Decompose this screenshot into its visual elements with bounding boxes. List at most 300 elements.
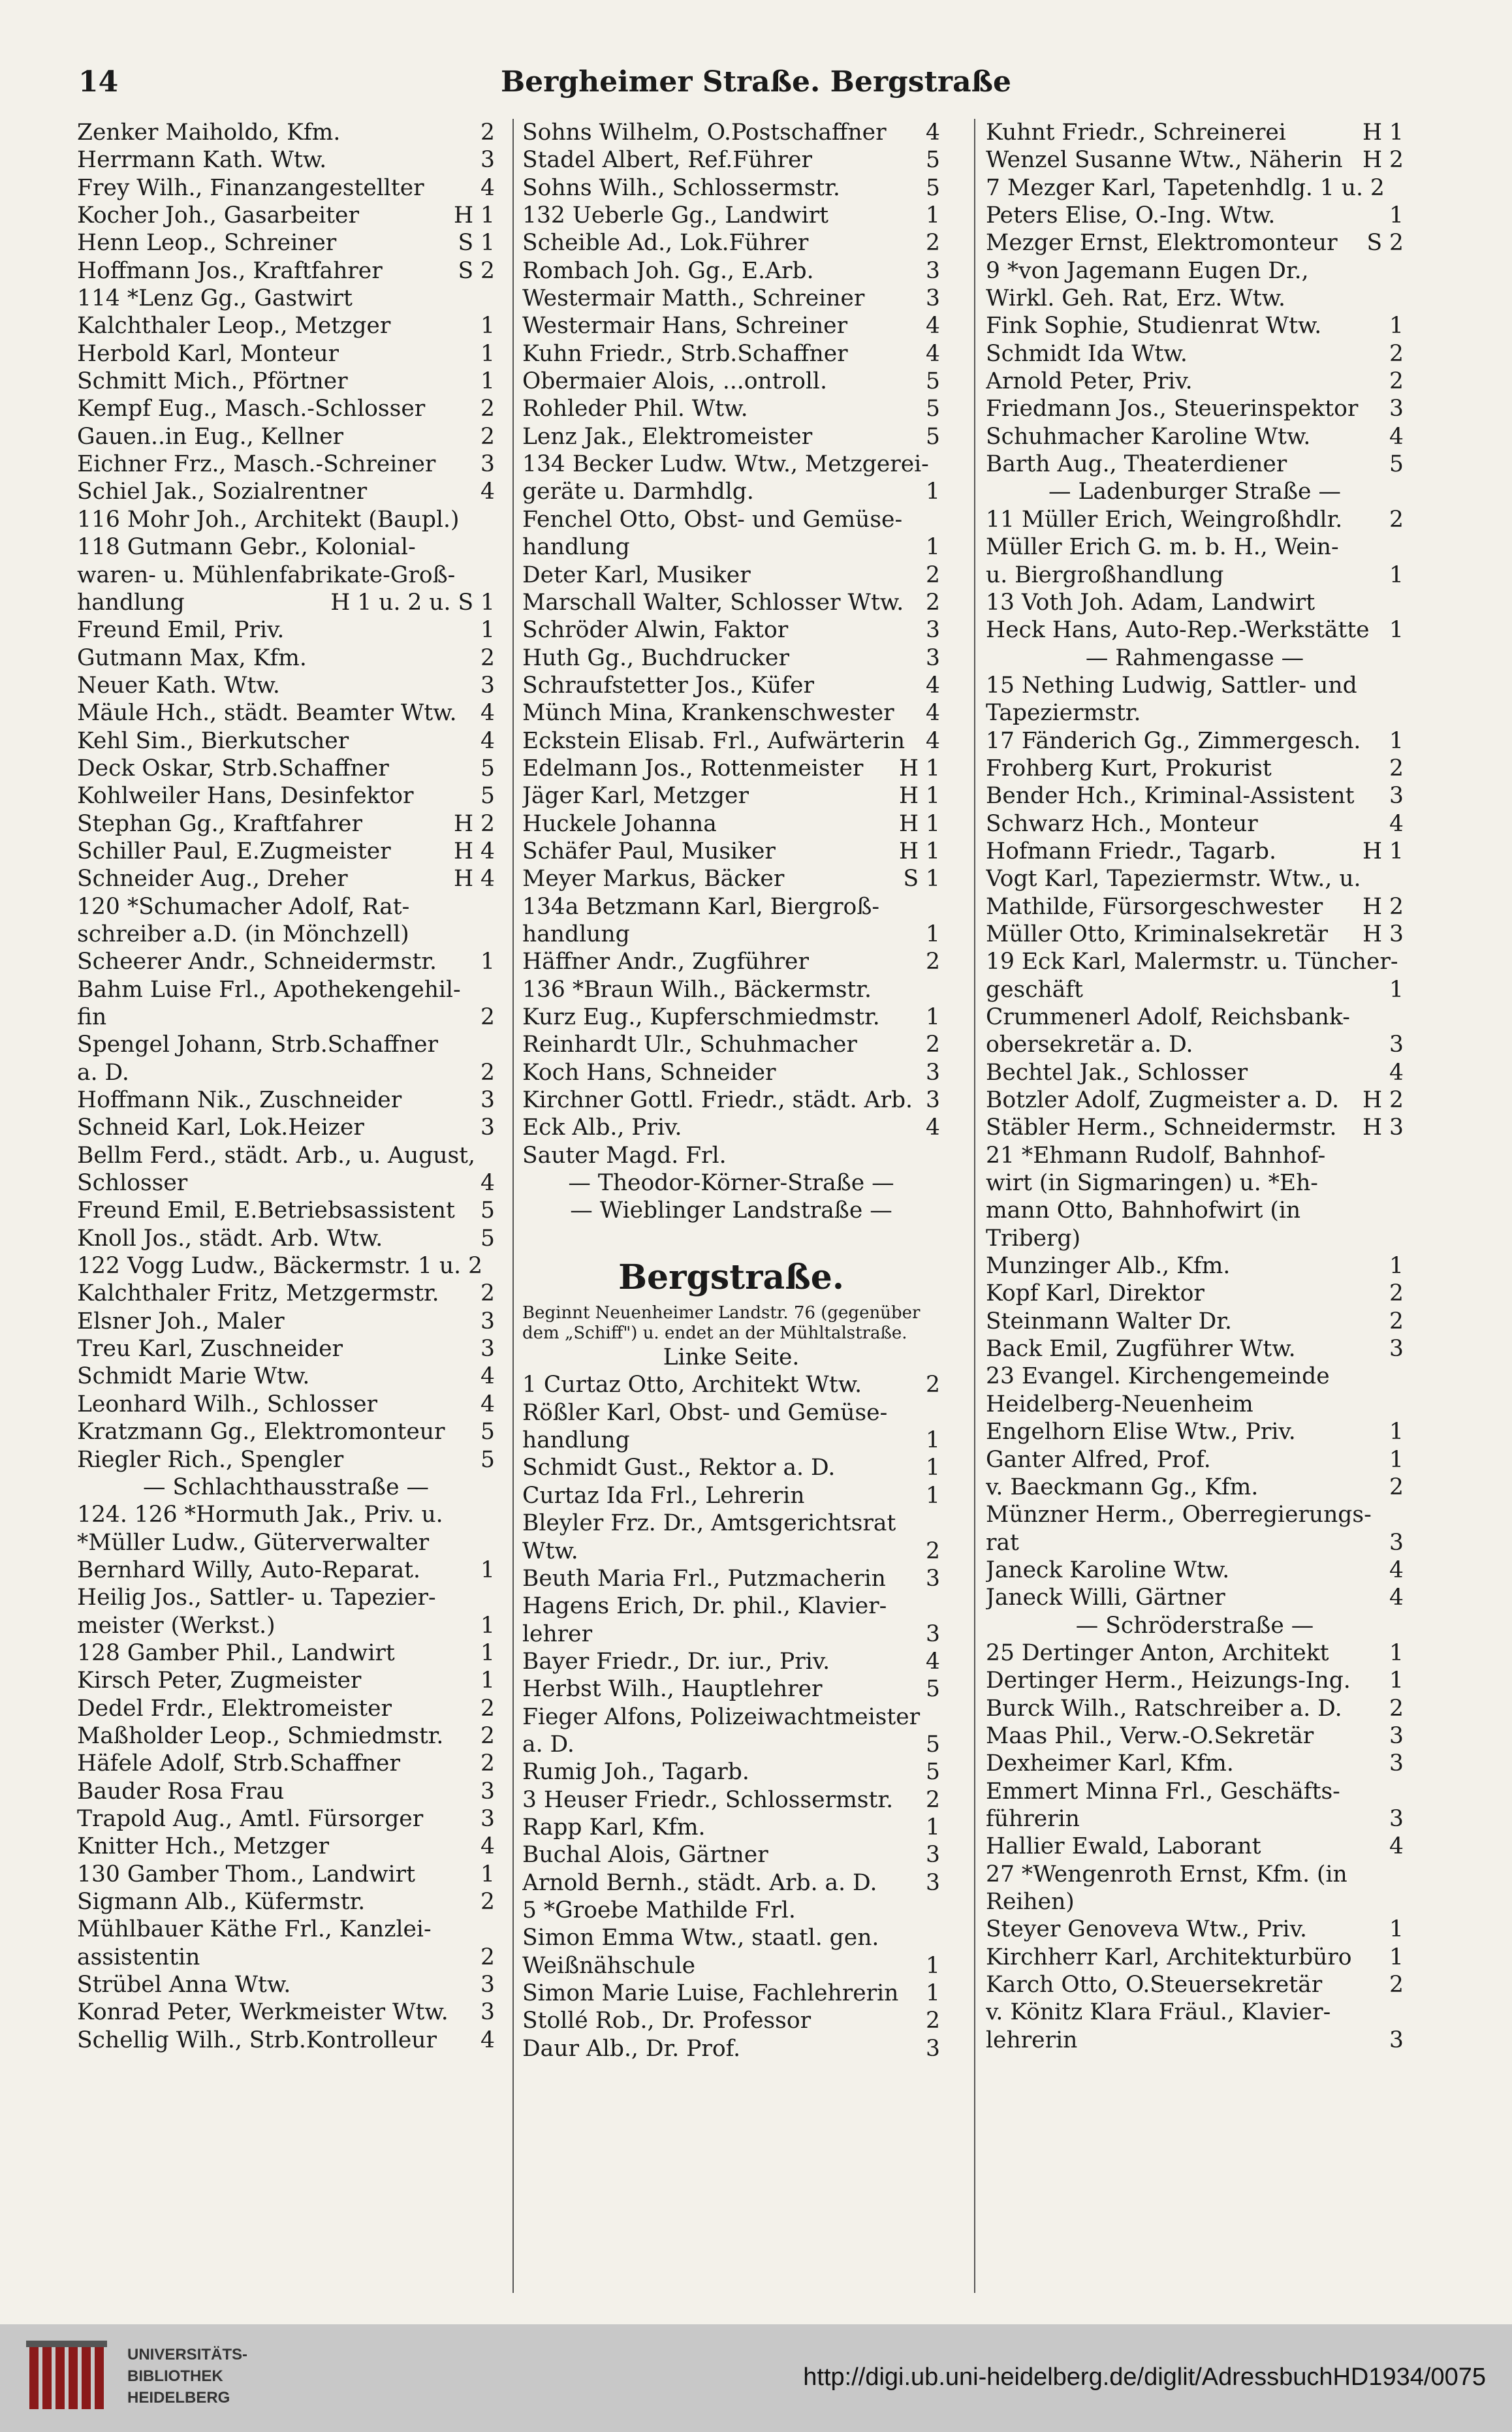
entry-text: Hallier Ewald, Laborant [986,1833,1261,1860]
directory-entry [986,450,1404,478]
entry-text: Simon Marie Luise, Fachlehrerin [522,1980,899,2006]
entry-text: 132 Ueberle Gg., Landwirt [522,202,828,229]
entry-text: Trapold Aug., Amtl. Fürsorger [77,1805,424,1832]
directory-entry [522,865,940,892]
entry-floor: 1 [480,1639,495,1666]
directory-entry [77,1197,495,1224]
entry-text: 124. 126 *Hormuth Jak., Priv. u. [77,1502,443,1528]
entry-text: Wenzel Susanne Wtw., Näherin [986,147,1343,174]
directory-entry [77,1722,495,1750]
entry-text: Bayer Friedr., Dr. iur., Priv. [522,1648,830,1675]
directory-entry [77,672,495,699]
entry-text: Schiel Jak., Sozialrentner [77,479,368,505]
entry-text: Riegler Rich., Spengler [77,1446,344,1473]
entry-floor: 3 [926,1087,940,1114]
entry-text: Müller Erich G. m. b. H., Wein- [986,534,1339,561]
entry-text: handlung [77,589,185,616]
directory-entry [77,1778,495,1805]
entry-text: Maßholder Leop., Schmiedmstr. [77,1722,444,1749]
directory-entry [986,1971,1404,1998]
entry-text: führerin [986,1805,1080,1832]
directory-entry [77,616,495,644]
directory-entry [77,423,495,450]
entry-text: 9 *von Jagemann Eugen Dr., [986,257,1309,284]
directory-entry [522,1648,940,1675]
directory-entry [522,1427,940,1454]
directory-entry [77,1861,495,1888]
footer-bar [0,2324,1512,2432]
entry-floor: 1 [926,534,940,561]
directory-entry [77,174,495,202]
entry-floor: 4 [1389,423,1404,450]
entry-text: 17 Fänderich Gg., Zimmergesch. [986,727,1361,754]
entry-text: Frey Wilh., Finanzangestellter [77,174,424,201]
directory-entry [522,257,940,285]
entry-text: Huckele Johanna [522,810,717,837]
entry-floor: 2 [1389,1972,1404,1998]
library-logo-icon [26,2341,118,2416]
directory-entry [77,561,495,589]
entry-floor: H 2 [1362,1087,1404,1114]
entry-floor: 1 [480,1612,495,1639]
entry-text: Frohberg Kurt, Prokurist [986,755,1272,782]
entry-text: Leonhard Wilh., Schlosser [77,1391,377,1417]
directory-entry [986,948,1404,975]
entry-text: Arnold Peter, Priv. [986,368,1193,395]
entry-text: Herbst Wilh., Hauptlehrer [522,1676,823,1703]
entry-floor: 4 [926,1114,940,1141]
directory-entry [986,1722,1404,1750]
entry-floor: 1 [926,1980,940,2006]
directory-entry [77,1888,495,1916]
directory-entry [986,810,1404,838]
directory-entry [522,395,940,422]
entry-floor: H 3 [1362,921,1404,947]
directory-entry [522,1814,940,1841]
entry-floor: 1 [926,1952,940,1979]
entry-text: Crummenerl Adolf, Reichsbank- [986,1004,1350,1030]
directory-entry [77,1335,495,1363]
entry-text: Westermair Matth., Schreiner [522,285,865,312]
directory-entry [77,893,495,921]
entry-text: Heidelberg-Neuenheim [986,1391,1253,1417]
entry-text: Barth Aug., Theaterdiener [986,451,1287,478]
entry-text: Schmidt Ida Wtw. [986,340,1188,367]
entry-text: Lenz Jak., Elektromeister [522,423,813,450]
entry-floor: 5 [926,1731,940,1758]
street-divider: — Ladenburger Straße — [1048,479,1341,505]
entry-text: Munzinger Alb., Kfm. [986,1253,1231,1280]
entry-floor: 1 [1389,617,1404,644]
entry-text: 27 *Wengenroth Ernst, Kfm. (in [986,1861,1347,1887]
entry-text: Heilig Jos., Sattler- u. Tapezier- [77,1585,436,1611]
entry-text: Huth Gg., Buchdrucker [522,644,789,671]
directory-entry [986,1142,1404,1169]
entry-floor: 4 [1389,1556,1404,1583]
entry-text: Scheible Ad., Lok.Führer [522,230,809,257]
entry-text: lehrer [522,1620,593,1647]
entry-text: Schmitt Mich., Pförtner [77,368,348,395]
directory-entry [986,312,1404,340]
entry-floor: H 2 [1362,893,1404,920]
entry-text: Münch Mina, Krankenschwester [522,700,894,727]
column-divider [512,119,514,2293]
directory-entry [77,146,495,174]
directory-column-3 [986,119,1404,2054]
entry-text: Mathilde, Fürsorgeschwester [986,893,1323,920]
directory-entry [986,1169,1404,1197]
entry-floor: 3 [480,1336,495,1363]
directory-entry [522,589,940,616]
directory-entry [522,312,940,340]
entry-floor: 2 [1389,506,1404,533]
page-title: Bergheimer Straße. Bergstraße [500,65,1012,99]
directory-entry [522,1003,940,1031]
entry-text: 118 Gutmann Gebr., Kolonial- [77,534,416,561]
street-divider: — Schlachthausstraße — [143,1474,429,1500]
entry-floor: 3 [926,1869,940,1896]
entry-floor: H 2 [1362,147,1404,174]
entry-floor: 1 [1389,976,1404,1003]
entry-text: Scheerer Andr., Schneidermstr. [77,949,437,975]
entry-text: Häffner Andr., Zugführer [522,949,809,975]
directory-entry [77,1114,495,1141]
entry-floor: H 1 u. 2 u. S 1 [330,589,495,616]
entry-text: Deter Karl, Musiker [522,561,751,588]
entry-floor: 5 [926,1759,940,1786]
entry-text: Hofmann Friedr., Tagarb. [986,838,1276,864]
directory-entry [77,1142,495,1169]
entry-floor: 4 [1389,1059,1404,1086]
entry-text: Wtw. [522,1538,578,1564]
entry-text: lehrerin [986,2027,1078,2053]
source-url-link[interactable]: http://digi.ub.uni-heidelberg.de/diglit/AdressbuchHD1934/0075 [803,2363,1486,2391]
entry-text: Koch Hans, Schneider [522,1059,776,1086]
entry-text: Schraufstetter Jos., Küfer [522,672,814,699]
entry-text: a. D. [522,1731,575,1758]
entry-text: Schneider Aug., Dreher [77,866,348,892]
entry-floor: 1 [480,340,495,367]
entry-text: Mezger Ernst, Elektromonteur [986,230,1338,257]
entry-text: 21 *Ehmann Rudolf, Bahnhof- [986,1142,1326,1169]
directory-entry [986,865,1404,892]
directory-entry [986,2027,1404,2054]
directory-entry [522,2007,940,2034]
entry-text: Simon Emma Wtw., staatl. gen. [522,1925,879,1951]
directory-entry [77,644,495,672]
entry-text: waren- u. Mühlenfabrikate-Groß- [77,561,456,588]
entry-text: Heck Hans, Auto-Rep.-Werkstätte [986,617,1370,644]
directory-entry [986,1086,1404,1114]
directory-entry [77,921,495,948]
directory-entry [77,1363,495,1390]
entry-text: 122 Vogg Ludw., Bäckermstr. 1 u. 2 [77,1253,483,1280]
entry-text: Müller Otto, Kriminalsekretär [986,921,1328,947]
entry-floor: 4 [926,1648,940,1675]
directory-entry [77,1169,495,1197]
directory-entry [986,368,1404,395]
entry-text: Strübel Anna Wtw. [77,1972,291,1998]
directory-entry [522,1952,940,1980]
entry-text: Schmidt Gust., Rektor a. D. [522,1455,836,1481]
directory-entry [986,1944,1404,1971]
directory-entry [986,1998,1404,2026]
directory-entry [986,1584,1404,1611]
directory-entry [986,1446,1404,1474]
directory-entry [77,257,495,285]
entry-floor: H 2 [453,810,495,837]
directory-entry [77,1418,495,1445]
directory-entry [77,368,495,395]
entry-floor: 3 [480,451,495,478]
entry-text: Zenker Maiholdo, Kfm. [77,119,341,146]
entry-text: fin [77,1004,107,1030]
directory-entry [522,1086,940,1114]
entry-floor: 3 [926,1620,940,1647]
directory-entry [77,1750,495,1777]
entry-floor: S 2 [458,257,495,284]
entry-text: Rapp Karl, Kfm. [522,1814,706,1840]
directory-entry [986,1308,1404,1335]
street-divider: — Theodor-Körner-Straße — [568,1170,894,1197]
directory-entry [522,1538,940,1565]
entry-text: Bender Hch., Kriminal-Assistent [986,783,1355,810]
entry-floor: H 3 [1362,1114,1404,1141]
entry-text: Arnold Bernh., städt. Arb. a. D. [522,1869,877,1896]
entry-text: Schröder Alwin, Faktor [522,617,789,644]
directory-entry [522,1114,940,1141]
directory-entry [77,202,495,229]
entry-text: Janeck Willi, Gärtner [986,1585,1225,1611]
directory-entry [986,1501,1404,1528]
entry-text: geschäft [986,976,1083,1003]
entry-floor: 3 [926,1565,940,1592]
entry-floor: 1 [480,1861,495,1887]
directory-entry [522,450,940,478]
entry-text: Schwarz Hch., Monteur [986,810,1258,837]
directory-entry [77,810,495,838]
directory-entry [77,1031,495,1058]
entry-text: Kalchthaler Fritz, Metzgermstr. [77,1280,439,1307]
entry-floor: 2 [480,423,495,450]
entry-text: Steinmann Walter Dr. [986,1308,1232,1334]
directory-entry [77,119,495,146]
entry-floor: 4 [926,119,940,146]
directory-entry [77,1280,495,1307]
entry-text: Bleyler Frz. Dr., Amtsgerichtsrat [522,1510,896,1537]
entry-text: geräte u. Darmhdlg. [522,479,754,505]
entry-text: Steyer Genoveva Wtw., Priv. [986,1916,1307,1943]
entry-text: 120 *Schumacher Adolf, Rat- [77,893,410,920]
directory-entry [77,755,495,782]
directory-entry [522,533,940,561]
entry-floor: 3 [1389,2027,1404,2053]
entry-text: v. Baeckmann Gg., Kfm. [986,1474,1259,1500]
directory-entry [77,1833,495,1860]
directory-entry [522,1924,940,1951]
entry-floor: 2 [1389,340,1404,367]
directory-entry [522,948,940,975]
entry-floor: 1 [1389,1944,1404,1970]
directory-entry [77,1998,495,2026]
directory-column-2 [522,119,940,2062]
entry-floor: 1 [926,1004,940,1030]
directory-entry [522,727,940,755]
entry-floor: S 1 [903,866,940,892]
entry-floor: 2 [1389,755,1404,782]
directory-entry [522,1482,940,1509]
directory-entry [77,727,495,755]
directory-entry [77,1805,495,1833]
directory-entry [986,1750,1404,1777]
column-divider [974,119,975,2293]
entry-text: Dertinger Herm., Heizungs-Ing. [986,1667,1351,1694]
directory-entry [986,1474,1404,1501]
entry-floor: 1 [926,479,940,505]
entry-floor: 3 [1389,783,1404,810]
entry-floor: 2 [480,1280,495,1307]
entry-floor: 4 [926,727,940,754]
entry-floor: 4 [480,1363,495,1390]
directory-entry [986,1197,1404,1224]
entry-floor: H 1 [898,810,940,837]
directory-entry [522,755,940,782]
entry-text: handlung [522,534,630,561]
entry-floor: 2 [926,589,940,616]
directory-entry [986,1059,1404,1086]
entry-floor: H 1 [898,755,940,782]
directory-entry [77,1446,495,1474]
entry-text: 15 Nething Ludwig, Sattler- und [986,672,1357,699]
entry-text: Kohlweiler Hans, Desinfektor [77,783,414,810]
entry-floor: 2 [926,2008,940,2034]
directory-entry [986,1363,1404,1390]
entry-text: Gauen..in Eug., Kellner [77,423,343,450]
directory-entry [522,561,940,589]
entry-text: mann Otto, Bahnhofwirt (in [986,1197,1301,1224]
directory-entry [986,174,1404,202]
directory-entry [986,119,1404,146]
entry-floor: 2 [1389,1474,1404,1500]
directory-entry [986,699,1404,727]
entry-text: Eck Alb., Priv. [522,1114,682,1141]
entry-text: Neuer Kath. Wtw. [77,672,280,699]
entry-floor: 3 [926,1059,940,1086]
directory-entry [522,340,940,368]
entry-text: 114 *Lenz Gg., Gastwirt [77,285,353,312]
entry-floor: 3 [926,644,940,671]
entry-floor: S 1 [458,230,495,257]
directory-entry [522,1509,940,1537]
directory-entry [77,1667,495,1694]
directory-entry [522,119,940,146]
entry-floor: 3 [1389,1750,1404,1777]
entry-floor: 3 [480,1308,495,1334]
entry-text: Hoffmann Jos., Kraftfahrer [77,257,383,284]
directory-entry [986,1695,1404,1722]
directory-entry [522,146,940,174]
entry-text: dem „Schiff") u. endet an der Mühltalstraße. [522,1323,907,1344]
directory-entry [77,976,495,1003]
entry-floor: 1 [1389,1639,1404,1666]
entry-floor: 2 [480,644,495,671]
entry-floor: 5 [926,1676,940,1703]
directory-entry [77,1916,495,1943]
entry-floor: 2 [1389,1280,1404,1307]
directory-entry [522,1059,940,1086]
entry-text: 128 Gamber Phil., Landwirt [77,1639,395,1666]
entry-floor: 1 [1389,1446,1404,1473]
entry-text: Bechtel Jak., Schlosser [986,1059,1248,1086]
entry-floor: 3 [1389,1529,1404,1556]
entry-text: *Müller Ludw., Güterverwalter [77,1529,430,1556]
entry-text: Schuhmacher Karoline Wtw. [986,423,1311,450]
entry-floor: 1 [480,1667,495,1694]
entry-floor: 5 [926,423,940,450]
directory-entry [986,1031,1404,1058]
directory-entry [77,1003,495,1031]
entry-text: Janeck Karoline Wtw. [986,1556,1230,1583]
entry-floor: H 1 [898,783,940,810]
directory-entry [986,1805,1404,1833]
directory-entry [986,838,1404,865]
entry-text: Kratzmann Gg., Elektromonteur [77,1419,445,1445]
directory-entry [522,1980,940,2007]
entry-floor: 3 [926,257,940,284]
directory-entry [986,1225,1404,1252]
entry-floor: 4 [480,174,495,201]
entry-floor: 3 [926,1842,940,1869]
entry-floor: 1 [926,921,940,947]
entry-floor: 2 [926,949,940,975]
directory-entry [986,1529,1404,1556]
entry-text: Beuth Maria Frl., Putzmacherin [522,1565,886,1592]
entry-text: Dexheimer Karl, Kfm. [986,1750,1234,1777]
entry-text: Rößler Karl, Obst- und Gemüse- [522,1399,888,1426]
entry-floor: 2 [926,1538,940,1564]
entry-floor: 2 [480,1944,495,1970]
directory-entry [522,1841,940,1869]
entry-floor: S 2 [1366,230,1404,257]
directory-entry [986,976,1404,1003]
directory-entry [986,1556,1404,1584]
entry-floor: 2 [480,1889,495,1915]
entry-text: rat [986,1529,1019,1556]
directory-entry [77,948,495,975]
entry-text: Obermaier Alois, ...ontroll. [522,368,827,395]
entry-text: 3 Heuser Friedr., Schlossermstr. [522,1786,894,1813]
entry-floor: 2 [480,1722,495,1749]
directory-entry [77,1612,495,1639]
directory-entry [77,1086,495,1114]
entry-text: Herbold Karl, Monteur [77,340,339,367]
directory-entry [986,755,1404,782]
entry-text: Marschall Walter, Schlosser Wtw. [522,589,904,616]
directory-entry [77,1059,495,1086]
directory-entry [77,1695,495,1722]
entry-text: Fieger Alfons, Polizeiwachtmeister [522,1703,921,1730]
entry-text: Jäger Karl, Metzger [522,783,749,810]
directory-entry [522,1897,940,1924]
entry-floor: 5 [480,1419,495,1445]
directory-entry [522,1399,940,1427]
entry-text: 134a Betzmann Karl, Biergroß- [522,893,880,920]
directory-entry [77,478,495,505]
directory-entry [522,1731,940,1758]
entry-text: Edelmann Jos., Rottenmeister [522,755,864,782]
entry-text: Daur Alb., Dr. Prof. [522,2035,741,2062]
entry-text: Rombach Joh. Gg., E.Arb. [522,257,814,284]
